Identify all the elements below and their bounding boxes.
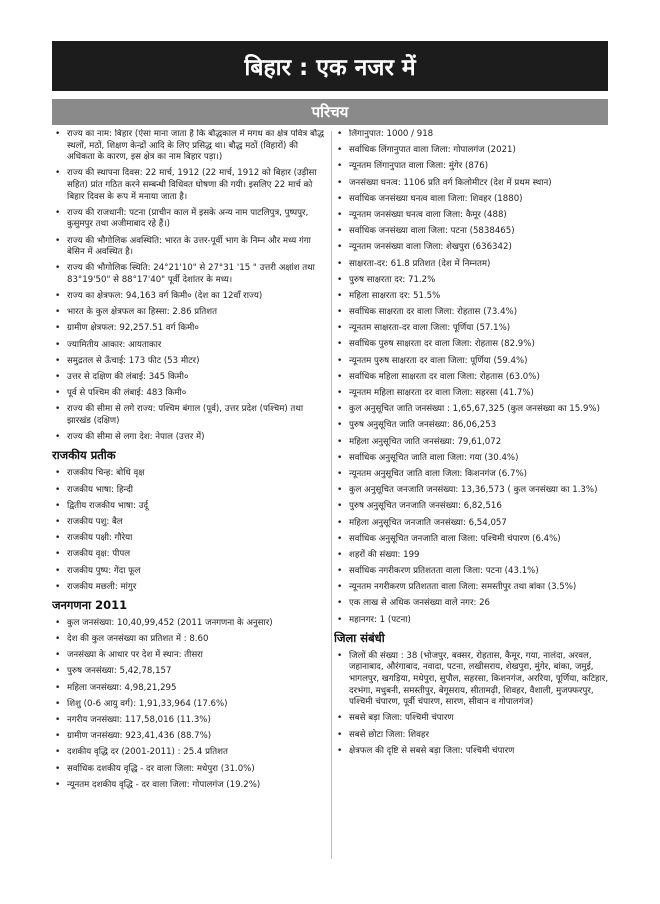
list-item: • सर्वाधिक जनसंख्या घनत्व वाला जिला: शिवहर (1880) [334, 194, 612, 206]
list-item: • राज्य का नाम: बिहार (ऐसा माना जाता है कि बौद्धकाल में मगध का क्षेत्र पवित्र बौद्ध स्थलों, मठों, शिक्षण केन्द्रों आदि के लिए प्रसिद्ध था। बौद्ध मठों (विहारों) की अधिकता के कारण, इस क्षेत्र का नाम बिहार पड़ा।) [52, 129, 328, 164]
list-item: • शहरों की संख्या: 199 [334, 550, 612, 562]
list-item: • राज्य की सीमा से लगा देश: नेपाल (उत्तर में) [52, 432, 328, 444]
list-item: • महिला अनुसूचित जाति जनसंख्या: 79,61,072 [334, 437, 612, 449]
list-item: • सर्वाधिक पुरुष साक्षरता दर वाला जिला: रोहतास (82.9%) [334, 339, 612, 351]
list-item: • सर्वाधिक दशकीय वृद्धि - दर वाला जिला: मधेपुरा (31.0%) [52, 764, 328, 776]
list-item: • राजकीय पशु: बैल [52, 517, 328, 529]
list-item: • महिला साक्षरता दर: 51.5% [334, 291, 612, 303]
section-title-introduction: परिचय [52, 99, 608, 125]
list-item: • राजकीय मछली: मांगुर [52, 582, 328, 594]
list-item: • पुरुष साक्षरता दर: 71.2% [334, 275, 612, 287]
list-item: • पुरुष अनुसूचित जनजाति जनसंख्या: 6,82,516 [334, 501, 612, 513]
list-item: • राज्य की भौगोलिक स्थिति: 24°21'10" से 27°31 '15 " उत्तरी अक्षांश तथा 83°19'50" से 88°17'40" पूर्वी देशांतर के मध्य। [52, 263, 328, 286]
list-item: • शिशु (0-6 आयु वर्ग): 1,91,33,964 (17.6%) [52, 699, 328, 711]
list-item: • सर्वाधिक अनुसूचित जनजाति वाला जिला: पश्चिमी चंपारण (6.4%) [334, 534, 612, 546]
page-title: बिहार : एक नजर में [52, 41, 608, 91]
list-item: • समुद्रतल से ऊँचाई: 173 फीट (53 मीटर) [52, 356, 328, 368]
right-column [334, 129, 612, 864]
list-item: • साक्षरता-दर: 61.8 प्रतिशत (देश में निम्नतम) [334, 259, 612, 271]
state-symbols-list [52, 468, 328, 593]
list-item: • कुल अनुसूचित जनजाति जनसंख्या: 13,36,573 ( कुल जनसंख्या का 1.3%) [334, 485, 612, 497]
list-item: • न्यूनतम महिला साक्षरता दर वाला जिला: सहरसा (41.7%) [334, 388, 612, 400]
list-item: • न्यूनतम जनसंख्या घनत्व वाला जिला: कैमूर (488) [334, 210, 612, 222]
intro-list [52, 129, 328, 444]
list-item: • पुरुष अनुसूचित जाति जनसंख्या: 86,06,253 [334, 420, 612, 432]
list-item: • पूर्व से पश्चिम की लंबाई: 483 किमी० [52, 388, 328, 400]
list-item: • ग्रामीण जनसंख्या: 923,41,436 (88.7%) [52, 731, 328, 743]
list-item: • जनसंख्या घनत्व: 1106 प्रति वर्ग किलोमीटर (देश में प्रथम स्थान) [334, 178, 612, 190]
list-item: • न्यूनतम नगरीकरण प्रतिशतता वाला जिला: समस्तीपुर तथा बांका (3.5%) [334, 582, 612, 594]
list-item: • दशकीय वृद्धि दर (2001-2011) : 25.4 प्रतिशत [52, 747, 328, 759]
census-list [52, 618, 328, 791]
list-item: • नगरीय जनसंख्या: 117,58,016 (11.3%) [52, 715, 328, 727]
list-item: • सर्वाधिक लिंगानुपात वाला जिला: गोपालगंज (2021) [334, 145, 612, 157]
list-item: • राज्य का क्षेत्रफल: 94,163 वर्ग किमी० (देश का 12वाँ राज्य) [52, 291, 328, 303]
list-item: • राज्य की राजधानी: पटना (प्राचीन काल में इसके अन्य नाम पाटलिपुत्र, पुष्पपुर, कुसुमपुर तथा अजीमाबाद रहे हैं।) [52, 208, 328, 231]
list-item: • राज्य की भौगोलिक अवस्थिति: भारत के उत्तर-पूर्वी भाग के निम्न और मध्य गंगा बेसिन में अवस्थित है। [52, 236, 328, 259]
list-item: • न्यूनतम पुरुष साक्षरता दर वाला जिला: पूर्णिया (59.4%) [334, 356, 612, 368]
list-item: • न्यूनतम दशकीय वृद्धि - दर वाला जिला: गोपालगंज (19.2%) [52, 780, 328, 792]
list-item: • सर्वाधिक साक्षरता दर वाला जिला: रोहतास (73.4%) [334, 307, 612, 319]
left-column [52, 129, 328, 864]
list-item: • भारत के कुल क्षेत्रफल का हिस्सा: 2.86 प्रतिशत [52, 307, 328, 319]
list-item: • राजकीय पक्षी: गौरेया [52, 533, 328, 545]
list-item: • कुल अनुसूचित जाति जनसंख्या : 1,65,67,325 (कुल जनसंख्या का 15.9%) [334, 404, 612, 416]
statistics-list [334, 129, 612, 626]
list-item: • सबसे छोटा जिला: शिवहर [334, 730, 612, 742]
list-item: • सर्वाधिक महिला साक्षरता दर वाला जिला: रोहतास (63.0%) [334, 372, 612, 384]
list-item: • देश की कुल जनसंख्या का प्रतिशत में : 8.60 [52, 634, 328, 646]
list-item: • न्यूनतम लिंगानुपात वाला जिला: मुंगेर (876) [334, 161, 612, 173]
district-list [334, 651, 612, 758]
list-item: • न्यूनतम साक्षरता-दर वाला जिला: पूर्णिया (57.1%) [334, 323, 612, 335]
list-item: • राजकीय पुष्प: गेंदा फूल [52, 566, 328, 578]
list-item: • राजकीय चिन्ह: बोधि वृक्ष [52, 468, 328, 480]
list-item: • सबसे बड़ा जिला: पश्चिमी चंपारण [334, 713, 612, 725]
list-item: • पुरुष जनसंख्या: 5,42,78,157 [52, 666, 328, 678]
list-item: • जिलों की संख्या : 38 (भोजपुर, बक्सर, रोहतास, कैमूर, गया, नालंदा, अरवल, जहानाबाद, औरंगाबाद, नवादा, पटना, लखीसराय, शेखपुरा, मुंगेर, बांका, जमुई, भागलपुर, खगड़िया, मधेपुरा, सुपौल, सहरसा, किशनगंज, अररिया, पूर्णिया, कटिहार, दरभंगा, मधुबनी, समस्तीपुर, बेगूसराय, सीतामढ़ी, शिवहर, वैशाली, मुजफ्फरपुर, पश्चिमी चंपारण, पूर्वी चंपारण, सारण, सीवान व गोपालगंज) [334, 651, 612, 709]
list-item: • क्षेत्रफल की दृष्टि से सबसे बड़ा जिला: पश्चिमी चंपारण [334, 746, 612, 758]
list-item: • ज्यामितीय आकार: आयताकार [52, 340, 328, 352]
list-item: • उत्तर से दक्षिण की लंबाई: 345 किमी० [52, 372, 328, 384]
column-divider [331, 131, 332, 859]
list-item: • द्वितीय राजकीय भाषा: उर्दू [52, 501, 328, 513]
state-symbols-heading: राजकीय प्रतीक [52, 448, 116, 463]
list-item: • कुल जनसंख्या: 10,40,99,452 (2011 जनगणना के अनुसार) [52, 618, 328, 630]
list-item: • जनसंख्या के आधार पर देश में स्थान: तीसरा [52, 650, 328, 662]
list-item: • सर्वाधिक नगरीकरण प्रतिशतता वाला जिला: पटना (43.1%) [334, 566, 612, 578]
list-item: • न्यूनतम अनुसूचित जाति वाला जिला: किशनगंज (6.7%) [334, 469, 612, 481]
list-item: • सर्वाधिक अनुसूचित जाति वाला जिला: गया (30.4%) [334, 453, 612, 465]
list-item: • महानगर: 1 (पटना) [334, 615, 612, 627]
census-heading: जनगणना 2011 [52, 597, 128, 612]
list-item: • राज्य की स्थापना दिवस: 22 मार्च, 1912 (22 मार्च, 1912 को बिहार (उड़ीसा सहित) प्रांत गठित करने सम्बन्धी विधिवत घोषणा की गयी। इसलिए 22 मार्च को बिहार दिवस के रूप में मनाया जाता है। [52, 168, 328, 203]
list-item: • ग्रामीण क्षेत्रफल: 92,257.51 वर्ग किमी० [52, 323, 328, 335]
list-item: • राजकीय वृक्ष: पीपल [52, 549, 328, 561]
district-heading: जिला संबंधी [334, 630, 385, 645]
list-item: • राजकीय भाषा: हिन्दी [52, 485, 328, 497]
list-item: • न्यूनतम जनसंख्या वाला जिला: शेखपुरा (636342) [334, 242, 612, 254]
list-item: • लिंगानुपात: 1000 / 918 [334, 129, 612, 141]
list-item: • राज्य की सीमा से लगे राज्य: पश्चिम बंगाल (पूर्व), उत्तर प्रदेश (पश्चिम) तथा झारखंड (दक्षिण) [52, 404, 328, 427]
list-item: • एक लाख से अधिक जनसंख्या वाले नगर: 26 [334, 598, 612, 610]
list-item: • महिला अनुसूचित जनजाति जनसंख्या: 6,54,057 [334, 518, 612, 530]
list-item: • महिला जनसंख्या: 4,98,21,295 [52, 683, 328, 695]
list-item: • सर्वाधिक जनसंख्या वाला जिला: पटना (5838465) [334, 226, 612, 238]
